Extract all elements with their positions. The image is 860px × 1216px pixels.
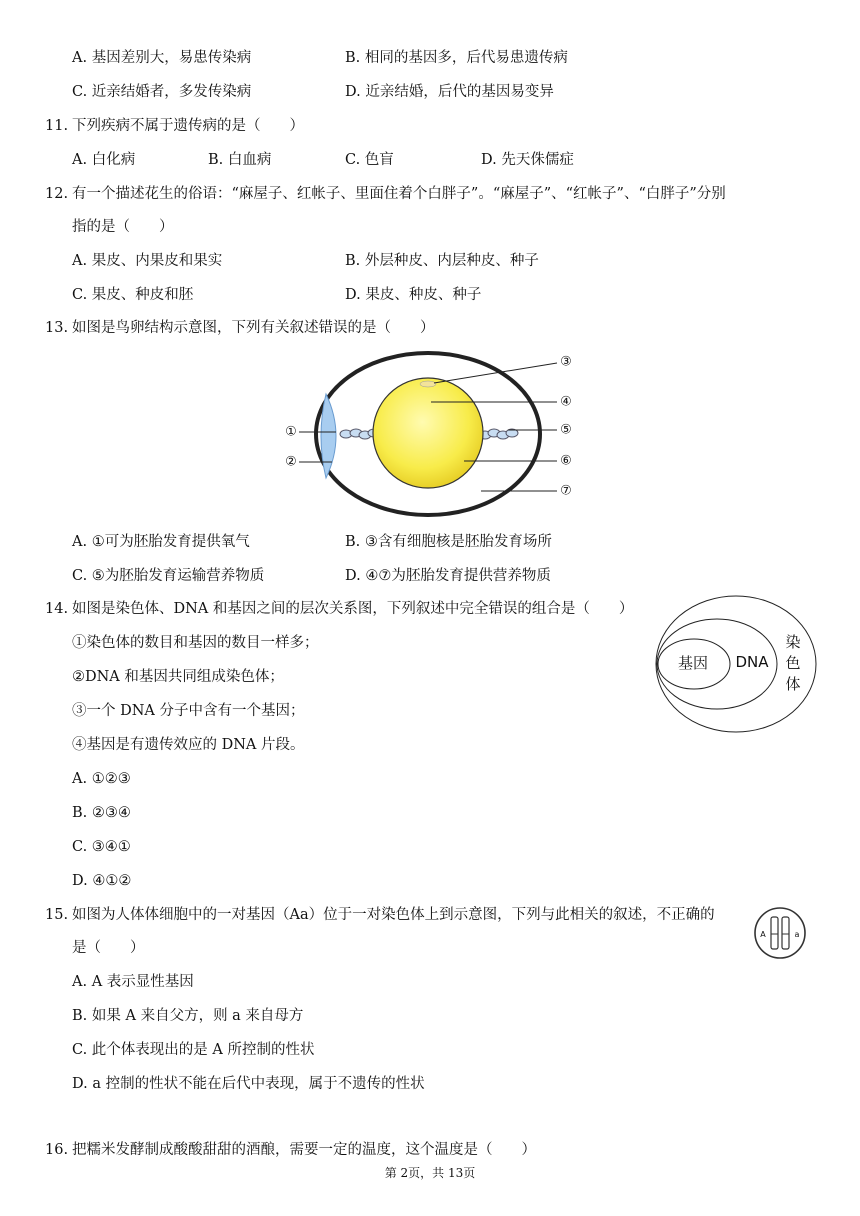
q13-option-a: A. ①可为胚胎发育提供氧气 bbox=[72, 534, 250, 550]
q13-option-d: D. ④⑦为胚胎发育提供营养物质 bbox=[345, 568, 551, 584]
q11-option-c: C. 色盲 bbox=[345, 152, 394, 168]
q11-option-a: A. 白化病 bbox=[72, 152, 136, 168]
q16-number: 16. bbox=[45, 1142, 69, 1158]
q12-option-a: A. 果皮、内果皮和果实 bbox=[72, 253, 223, 269]
q10-option-a: A. 基因差别大，易患传染病 bbox=[72, 50, 252, 66]
gene-a-upper: A bbox=[760, 930, 766, 939]
label-5: ⑤ bbox=[560, 422, 572, 438]
label-1: ① bbox=[285, 424, 297, 440]
chromosome-label-1: 染 bbox=[785, 633, 801, 651]
q13-option-c: C. ⑤为胚胎发育运输营养物质 bbox=[72, 568, 265, 584]
q13-number: 13. bbox=[45, 320, 69, 336]
q14-option-c: C. ③④① bbox=[72, 839, 131, 855]
q14-option-a: A. ①②③ bbox=[72, 771, 131, 787]
q16-stem: 把糯米发酵制成酸酸甜甜的酒酿，需要一定的温度，这个温度是（ ） bbox=[72, 1142, 536, 1158]
gene-a-lower: a bbox=[794, 930, 800, 939]
chromosome-label-3: 体 bbox=[785, 675, 801, 693]
q15-option-a: A. A 表示显性基因 bbox=[72, 974, 194, 990]
q13-stem: 如图是鸟卵结构示意图，下列有关叙述错误的是（ ） bbox=[72, 320, 435, 336]
q15-stem-line2: 是（ ） bbox=[72, 940, 145, 956]
q13-option-b: B. ③含有细胞核是胚胎发育场所 bbox=[345, 534, 552, 550]
q14-statement-2: ②DNA 和基因共同组成染色体； bbox=[72, 669, 284, 685]
q15-number: 15. bbox=[45, 907, 69, 923]
q14-statement-4: ④基因是有遗传效应的 DNA 片段。 bbox=[72, 737, 305, 753]
q12-number: 12. bbox=[45, 186, 69, 202]
q10-option-b: B. 相同的基因多，后代易患遗传病 bbox=[345, 50, 568, 66]
q14-option-d: D. ④①② bbox=[72, 873, 132, 889]
chromosome-dna-gene-diagram bbox=[652, 593, 822, 735]
q14-stem: 如图是染色体、DNA 和基因之间的层次关系图，下列叙述中完全错误的组合是（ ） bbox=[72, 601, 634, 617]
q12-stem-line1: 有一个描述花生的俗语：“麻屋子、红帐子、里面住着个白胖子”。“麻屋子”、“红帐子”、“白胖子”分别 bbox=[72, 186, 726, 202]
q14-number: 14. bbox=[45, 601, 69, 617]
gene-label: 基因 bbox=[677, 654, 709, 672]
q12-option-d: D. 果皮、种皮、种子 bbox=[345, 287, 482, 303]
q12-option-b: B. 外层种皮、内层种皮、种子 bbox=[345, 253, 539, 269]
yolk bbox=[373, 378, 483, 488]
chromosome-label-2: 色 bbox=[785, 654, 801, 672]
label-2: ② bbox=[285, 454, 297, 470]
page-footer: 第 2页，共 13页 bbox=[384, 1166, 476, 1180]
chromosome-left bbox=[771, 917, 778, 949]
q15-option-d: D. a 控制的性状不能在后代中表现，属于不遗传的性状 bbox=[72, 1076, 425, 1092]
q14-option-b: B. ②③④ bbox=[72, 805, 131, 821]
q12-option-c: C. 果皮、种皮和胚 bbox=[72, 287, 194, 303]
q10-option-d: D. 近亲结婚，后代的基因易变异 bbox=[345, 84, 554, 100]
label-3: ③ bbox=[560, 354, 572, 370]
q15-option-c: C. 此个体表现出的是 A 所控制的性状 bbox=[72, 1042, 315, 1058]
q11-number: 11. bbox=[45, 118, 69, 134]
chromosome-right bbox=[782, 917, 789, 949]
q15-option-b: B. 如果 A 来自父方，则 a 来自母方 bbox=[72, 1008, 304, 1024]
q14-statement-3: ③一个 DNA 分子中含有一个基因； bbox=[72, 703, 305, 719]
q11-stem: 下列疾病不属于遗传病的是（ ） bbox=[72, 118, 304, 134]
germinal-disc bbox=[420, 381, 436, 387]
q11-option-d: D. 先天侏儒症 bbox=[481, 152, 574, 168]
q15-stem-line1: 如图为人体体细胞中的一对基因（Aa）位于一对染色体上到示意图，下列与此相关的叙述，不正确的 bbox=[72, 907, 715, 923]
q10-option-c: C. 近亲结婚者，多发传染病 bbox=[72, 84, 252, 100]
label-7: ⑦ bbox=[560, 483, 572, 499]
q14-statement-1: ①染色体的数目和基因的数目一样多； bbox=[72, 635, 319, 651]
label-4: ④ bbox=[560, 394, 572, 410]
q11-option-b: B. 白血病 bbox=[208, 152, 272, 168]
label-6: ⑥ bbox=[560, 453, 572, 469]
bird-egg-diagram bbox=[276, 348, 586, 524]
dna-label: DNA bbox=[735, 653, 769, 671]
gene-pair-figure bbox=[752, 904, 808, 962]
q12-stem-line2: 指的是（ ） bbox=[72, 219, 174, 235]
